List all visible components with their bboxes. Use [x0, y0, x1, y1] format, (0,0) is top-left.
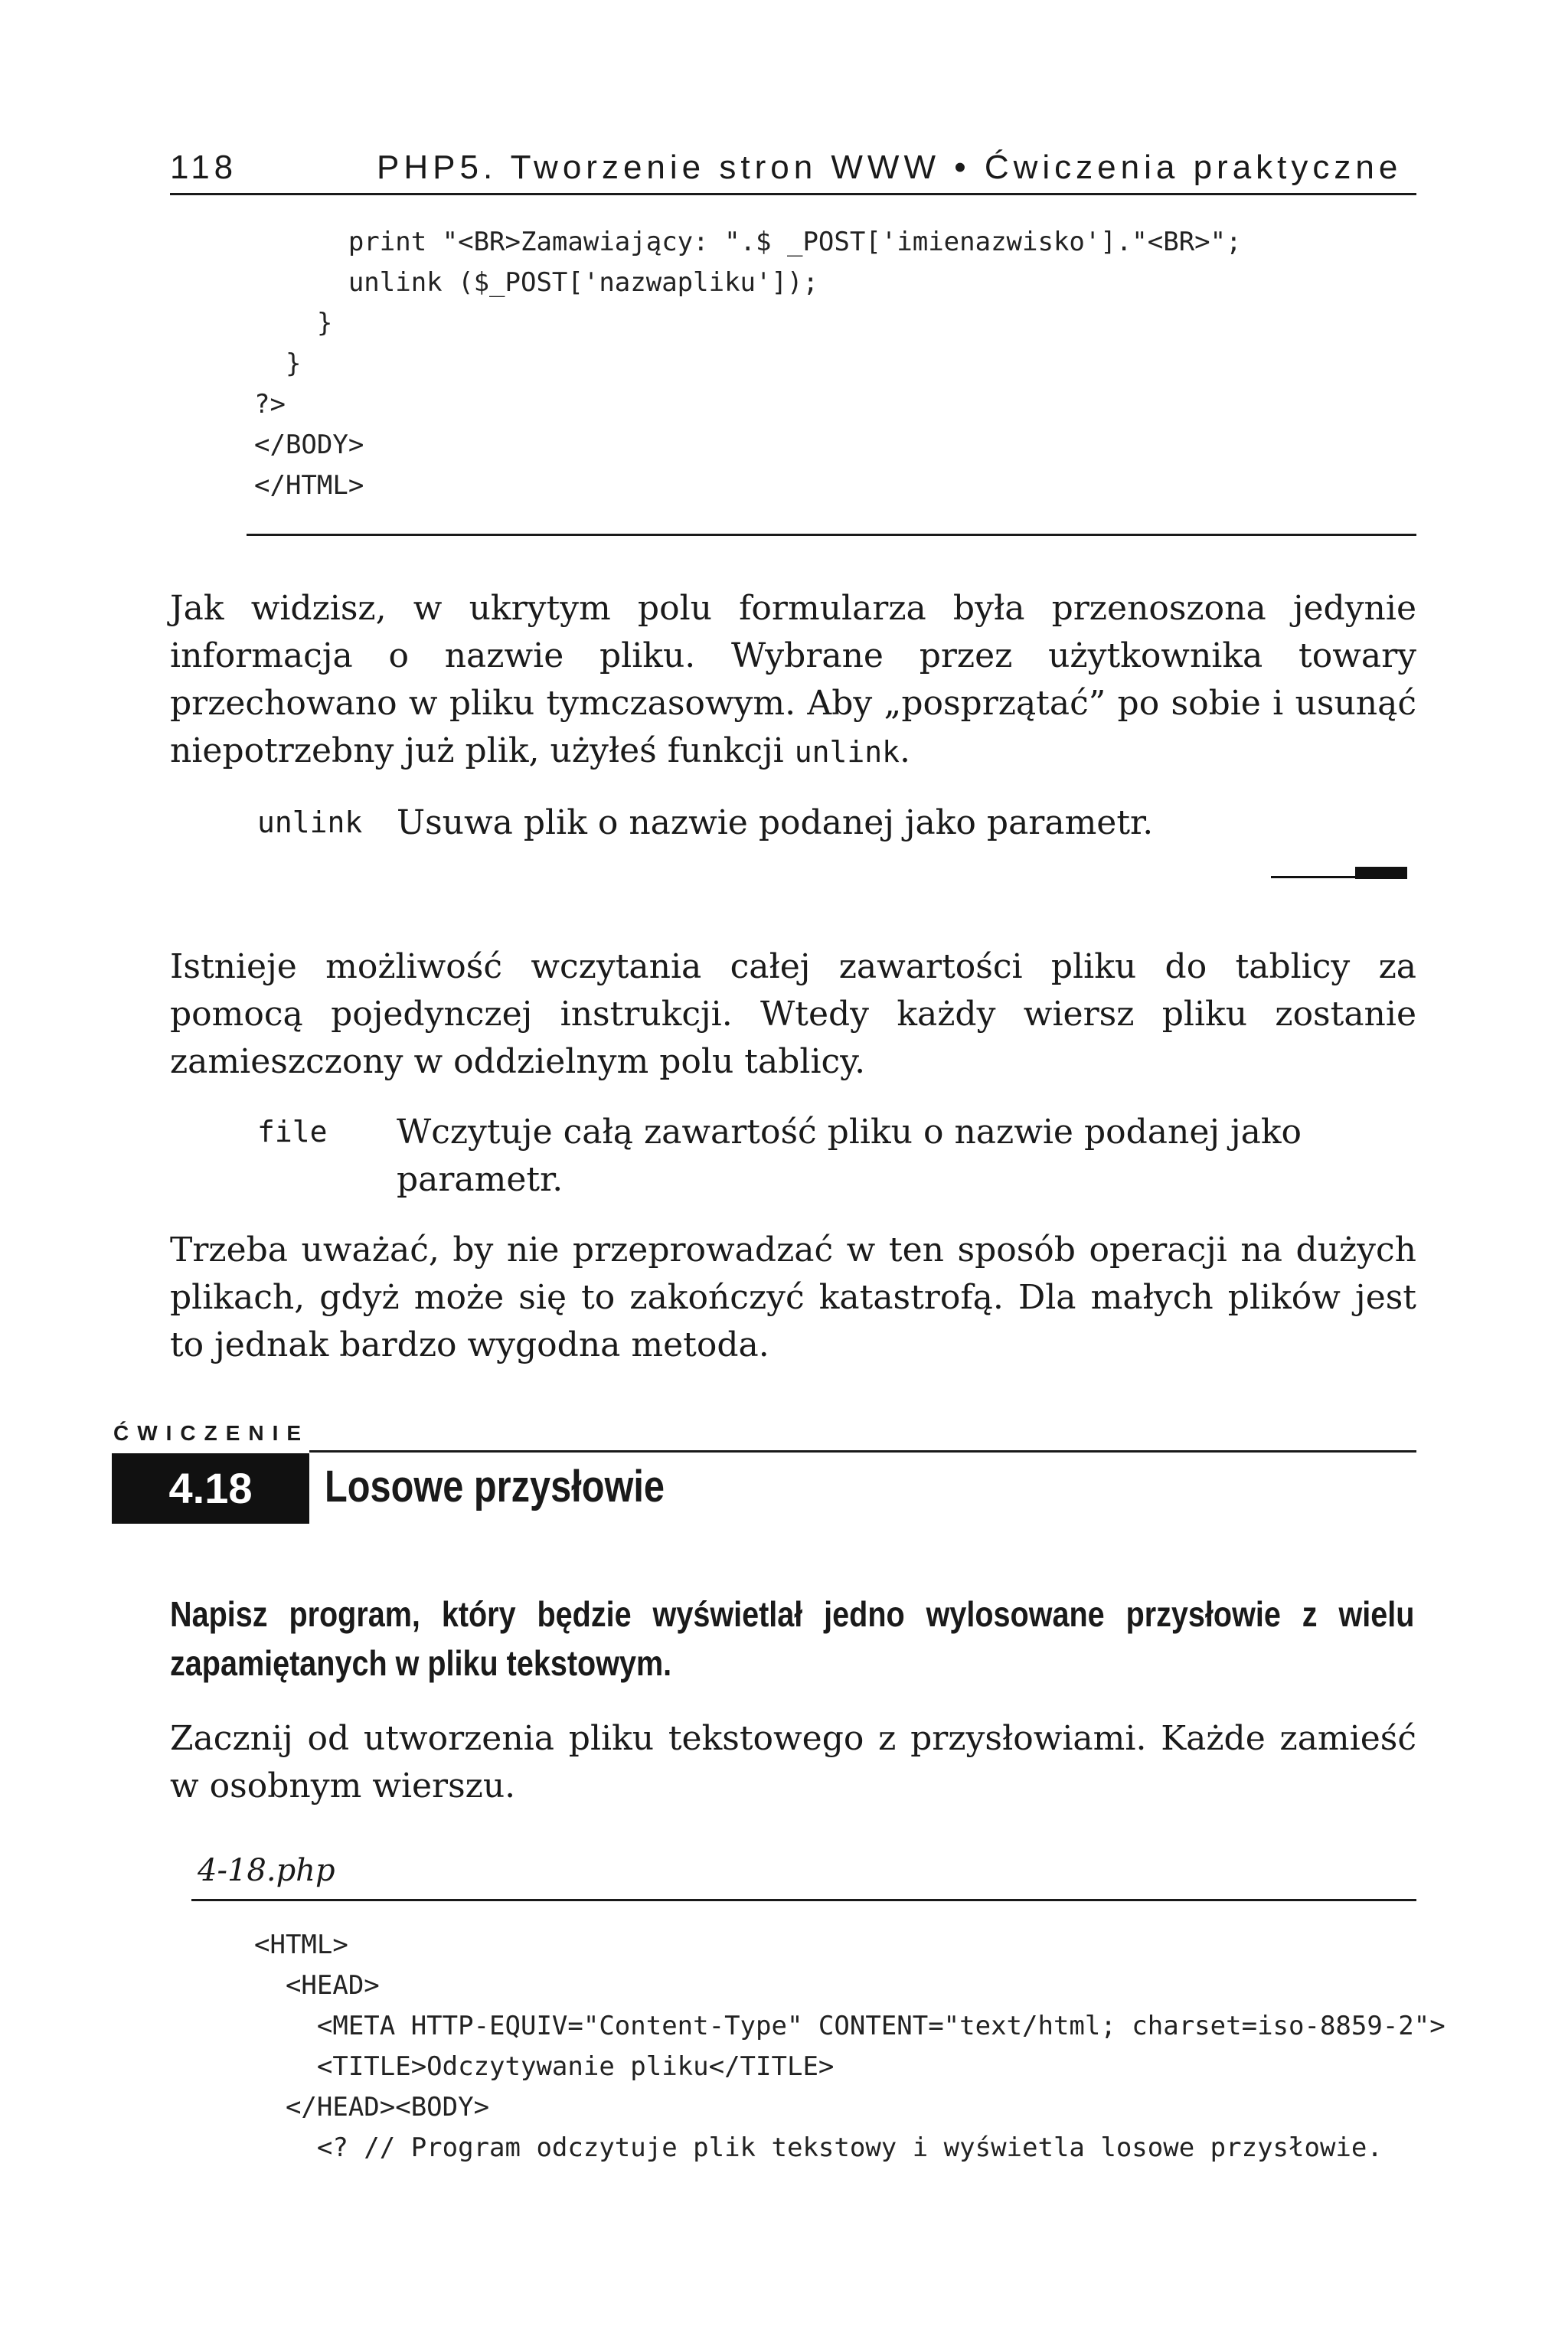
paragraph-file-read: Istnieje możliwość wczytania całej zawartości pliku do tablicy za pomocą pojedynczej instrukcji. Wtedy każdy wiersz pliku zostanie zamieszczony w oddzielnym polu tablicy. [170, 947, 1416, 1081]
paragraph-end: . [899, 731, 910, 770]
code-line: unlink ($_POST['nazwapliku']); [254, 267, 818, 298]
code-line: <META HTTP-EQUIV="Content-Type" CONTENT="text/html; charset=iso-8859-2"> [254, 2011, 1446, 2041]
code-line: <HEAD> [254, 1970, 380, 2001]
paragraph-warning: Trzeba uważać, by nie przeprowadzać w ten sposób operacji na dużych plikach, gdyż może się to zakończyć katastrofą. Dla małych plików jest to jednak bardzo wygodna metoda. [170, 1230, 1416, 1364]
exercise-label: ĆWICZENIE [113, 1421, 310, 1445]
paragraph-start: Zacznij od utworzenia pliku tekstowego z przysłowiami. Każde zamieść w osobnym wierszu. [170, 1719, 1416, 1806]
code-line: <? // Program odczytuje plik tekstowy i wyświetla losowe przysłowie. [254, 2132, 1383, 2163]
exercise-number: 4.18 [112, 1453, 309, 1524]
listing-filename: 4-18.php [198, 1853, 335, 1888]
code-line: </BODY> [254, 430, 364, 460]
listing-end-rule [247, 534, 1416, 536]
definition-term-file: file [257, 1115, 328, 1149]
exercise-title: Losowe przysłowie [325, 1462, 665, 1511]
code-line: ?> [254, 389, 286, 420]
code-line: print "<BR>Zamawiający: ".$ _POST['imienazwisko']."<BR>"; [254, 227, 1242, 257]
code-line: <HTML> [254, 1930, 348, 1960]
definition-desc-file: Wczytuje całą zawartość pliku o nazwie podanej jako parametr. [397, 1113, 1302, 1199]
code-line: } [254, 308, 333, 338]
exercise-task: Napisz program, który będzie wyświetlał jedno wylosowane przysłowie z wielu zapamiętanych w pliku tekstowym. [170, 1594, 1415, 1683]
code-line: } [254, 348, 302, 379]
block-end-line [1271, 876, 1363, 878]
running-header [170, 142, 1416, 195]
code-line: </HTML> [254, 470, 364, 501]
code-listing-bottom [254, 1925, 1446, 2168]
code-line: <TITLE>Odczytywanie pliku</TITLE> [254, 2051, 835, 2082]
code-listing-top [254, 222, 1242, 506]
inline-code-unlink: unlink [794, 735, 900, 769]
paragraph-text: Jak widzisz, w ukrytym polu formularza była przenoszona jedynie informacja o nazwie pliku. Wybrane przez użytkownika towary przechowano w pliku tymczasowym. Aby „posprzątać” po sobie i usunąć niepotrzebny już plik, użyłeś funkcji [170, 589, 1416, 770]
paragraph-hidden-field [170, 585, 1416, 776]
block-end-marker [1355, 867, 1407, 879]
definition-term-unlink: unlink [257, 806, 363, 839]
exercise-rule [309, 1450, 1416, 1453]
code-line: </HEAD><BODY> [254, 2092, 490, 2122]
definition-desc-unlink: Usuwa plik o nazwie podanej jako parametr. [397, 803, 1154, 842]
listing-start-rule [191, 1899, 1416, 1901]
page-number: 118 [170, 149, 238, 186]
book-title: PHP5. Tworzenie stron WWW • Ćwiczenia praktyczne [377, 149, 1403, 186]
